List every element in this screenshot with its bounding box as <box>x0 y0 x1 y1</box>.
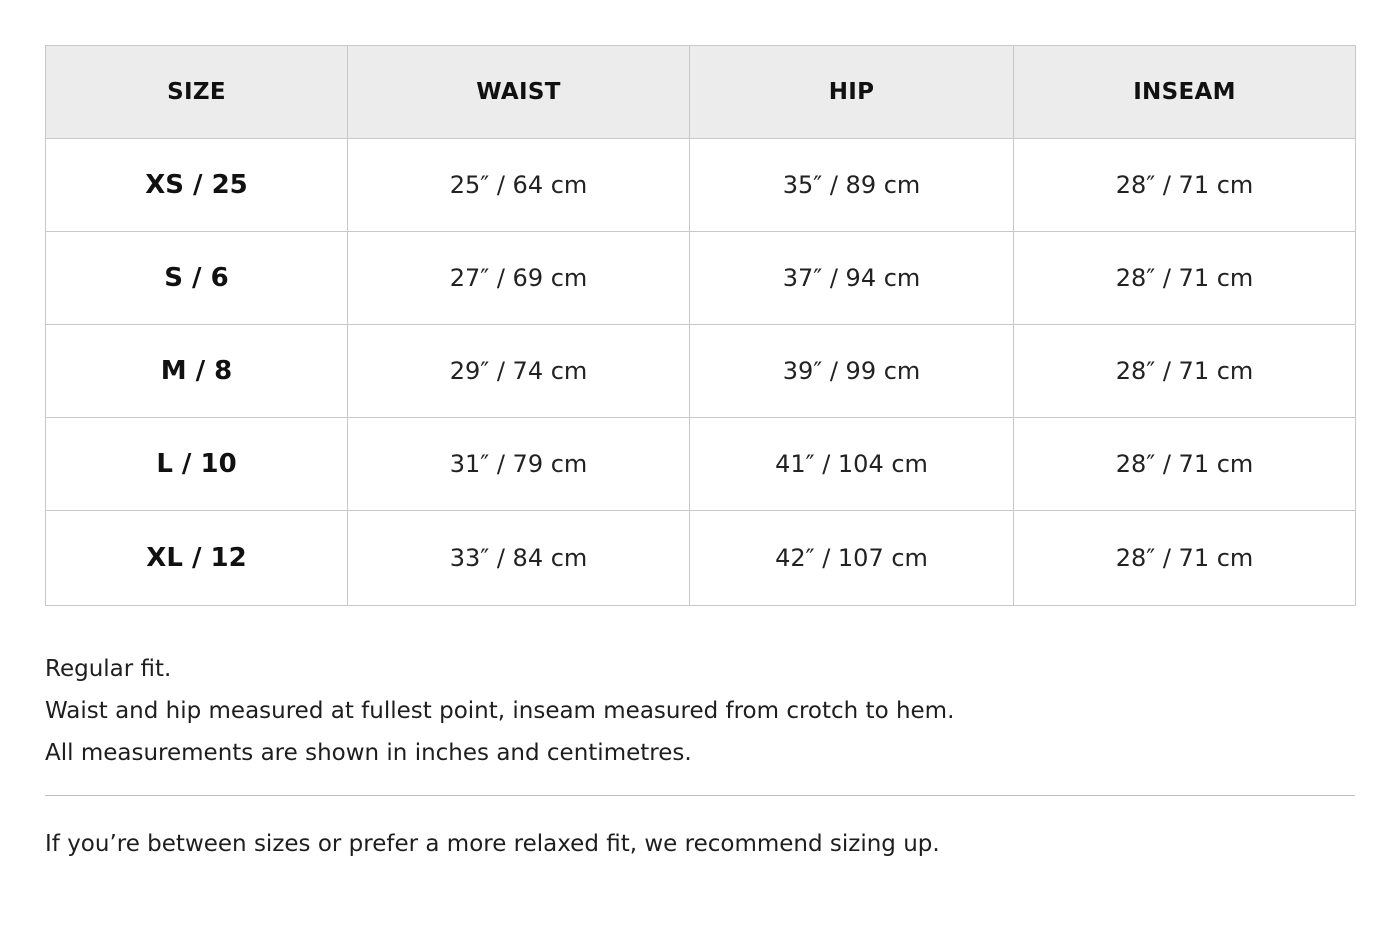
table-row <box>46 511 1356 606</box>
waist-cell: 33″ / 84 cm <box>348 511 690 606</box>
sizing-recommendation: If you’re between sizes or prefer a more relaxed fit, we recommend sizing up. <box>45 831 940 857</box>
size-cell: XS / 25 <box>46 139 348 232</box>
fit-note: Regular fit. <box>45 656 172 682</box>
waist-cell: 29″ / 74 cm <box>348 325 690 418</box>
waist-cell: 25″ / 64 cm <box>348 139 690 232</box>
column-header-waist: WAIST <box>348 46 690 139</box>
column-header-inseam: INSEAM <box>1014 46 1356 139</box>
inseam-cell: 28″ / 71 cm <box>1014 139 1356 232</box>
measurement-note: Waist and hip measured at fullest point, inseam measured from crotch to hem. <box>45 698 955 724</box>
table-row <box>46 232 1356 325</box>
inseam-cell: 28″ / 71 cm <box>1014 418 1356 511</box>
waist-cell: 27″ / 69 cm <box>348 232 690 325</box>
hip-cell: 35″ / 89 cm <box>690 139 1014 232</box>
table-header-row <box>46 46 1356 139</box>
size-cell: L / 10 <box>46 418 348 511</box>
inseam-cell: 28″ / 71 cm <box>1014 232 1356 325</box>
size-cell: XL / 12 <box>46 511 348 606</box>
size-cell: M / 8 <box>46 325 348 418</box>
table-row <box>46 325 1356 418</box>
inseam-cell: 28″ / 71 cm <box>1014 325 1356 418</box>
hip-cell: 42″ / 107 cm <box>690 511 1014 606</box>
hip-cell: 37″ / 94 cm <box>690 232 1014 325</box>
hip-cell: 39″ / 99 cm <box>690 325 1014 418</box>
hip-cell: 41″ / 104 cm <box>690 418 1014 511</box>
column-header-hip: HIP <box>690 46 1014 139</box>
fit-notes <box>45 648 1355 774</box>
size-chart-table <box>45 45 1356 606</box>
inseam-cell: 28″ / 71 cm <box>1014 511 1356 606</box>
column-header-size: SIZE <box>46 46 348 139</box>
table-row <box>46 418 1356 511</box>
units-note: All measurements are shown in inches and centimetres. <box>45 740 692 766</box>
size-cell: S / 6 <box>46 232 348 325</box>
table-row <box>46 139 1356 232</box>
waist-cell: 31″ / 79 cm <box>348 418 690 511</box>
divider <box>45 795 1355 796</box>
